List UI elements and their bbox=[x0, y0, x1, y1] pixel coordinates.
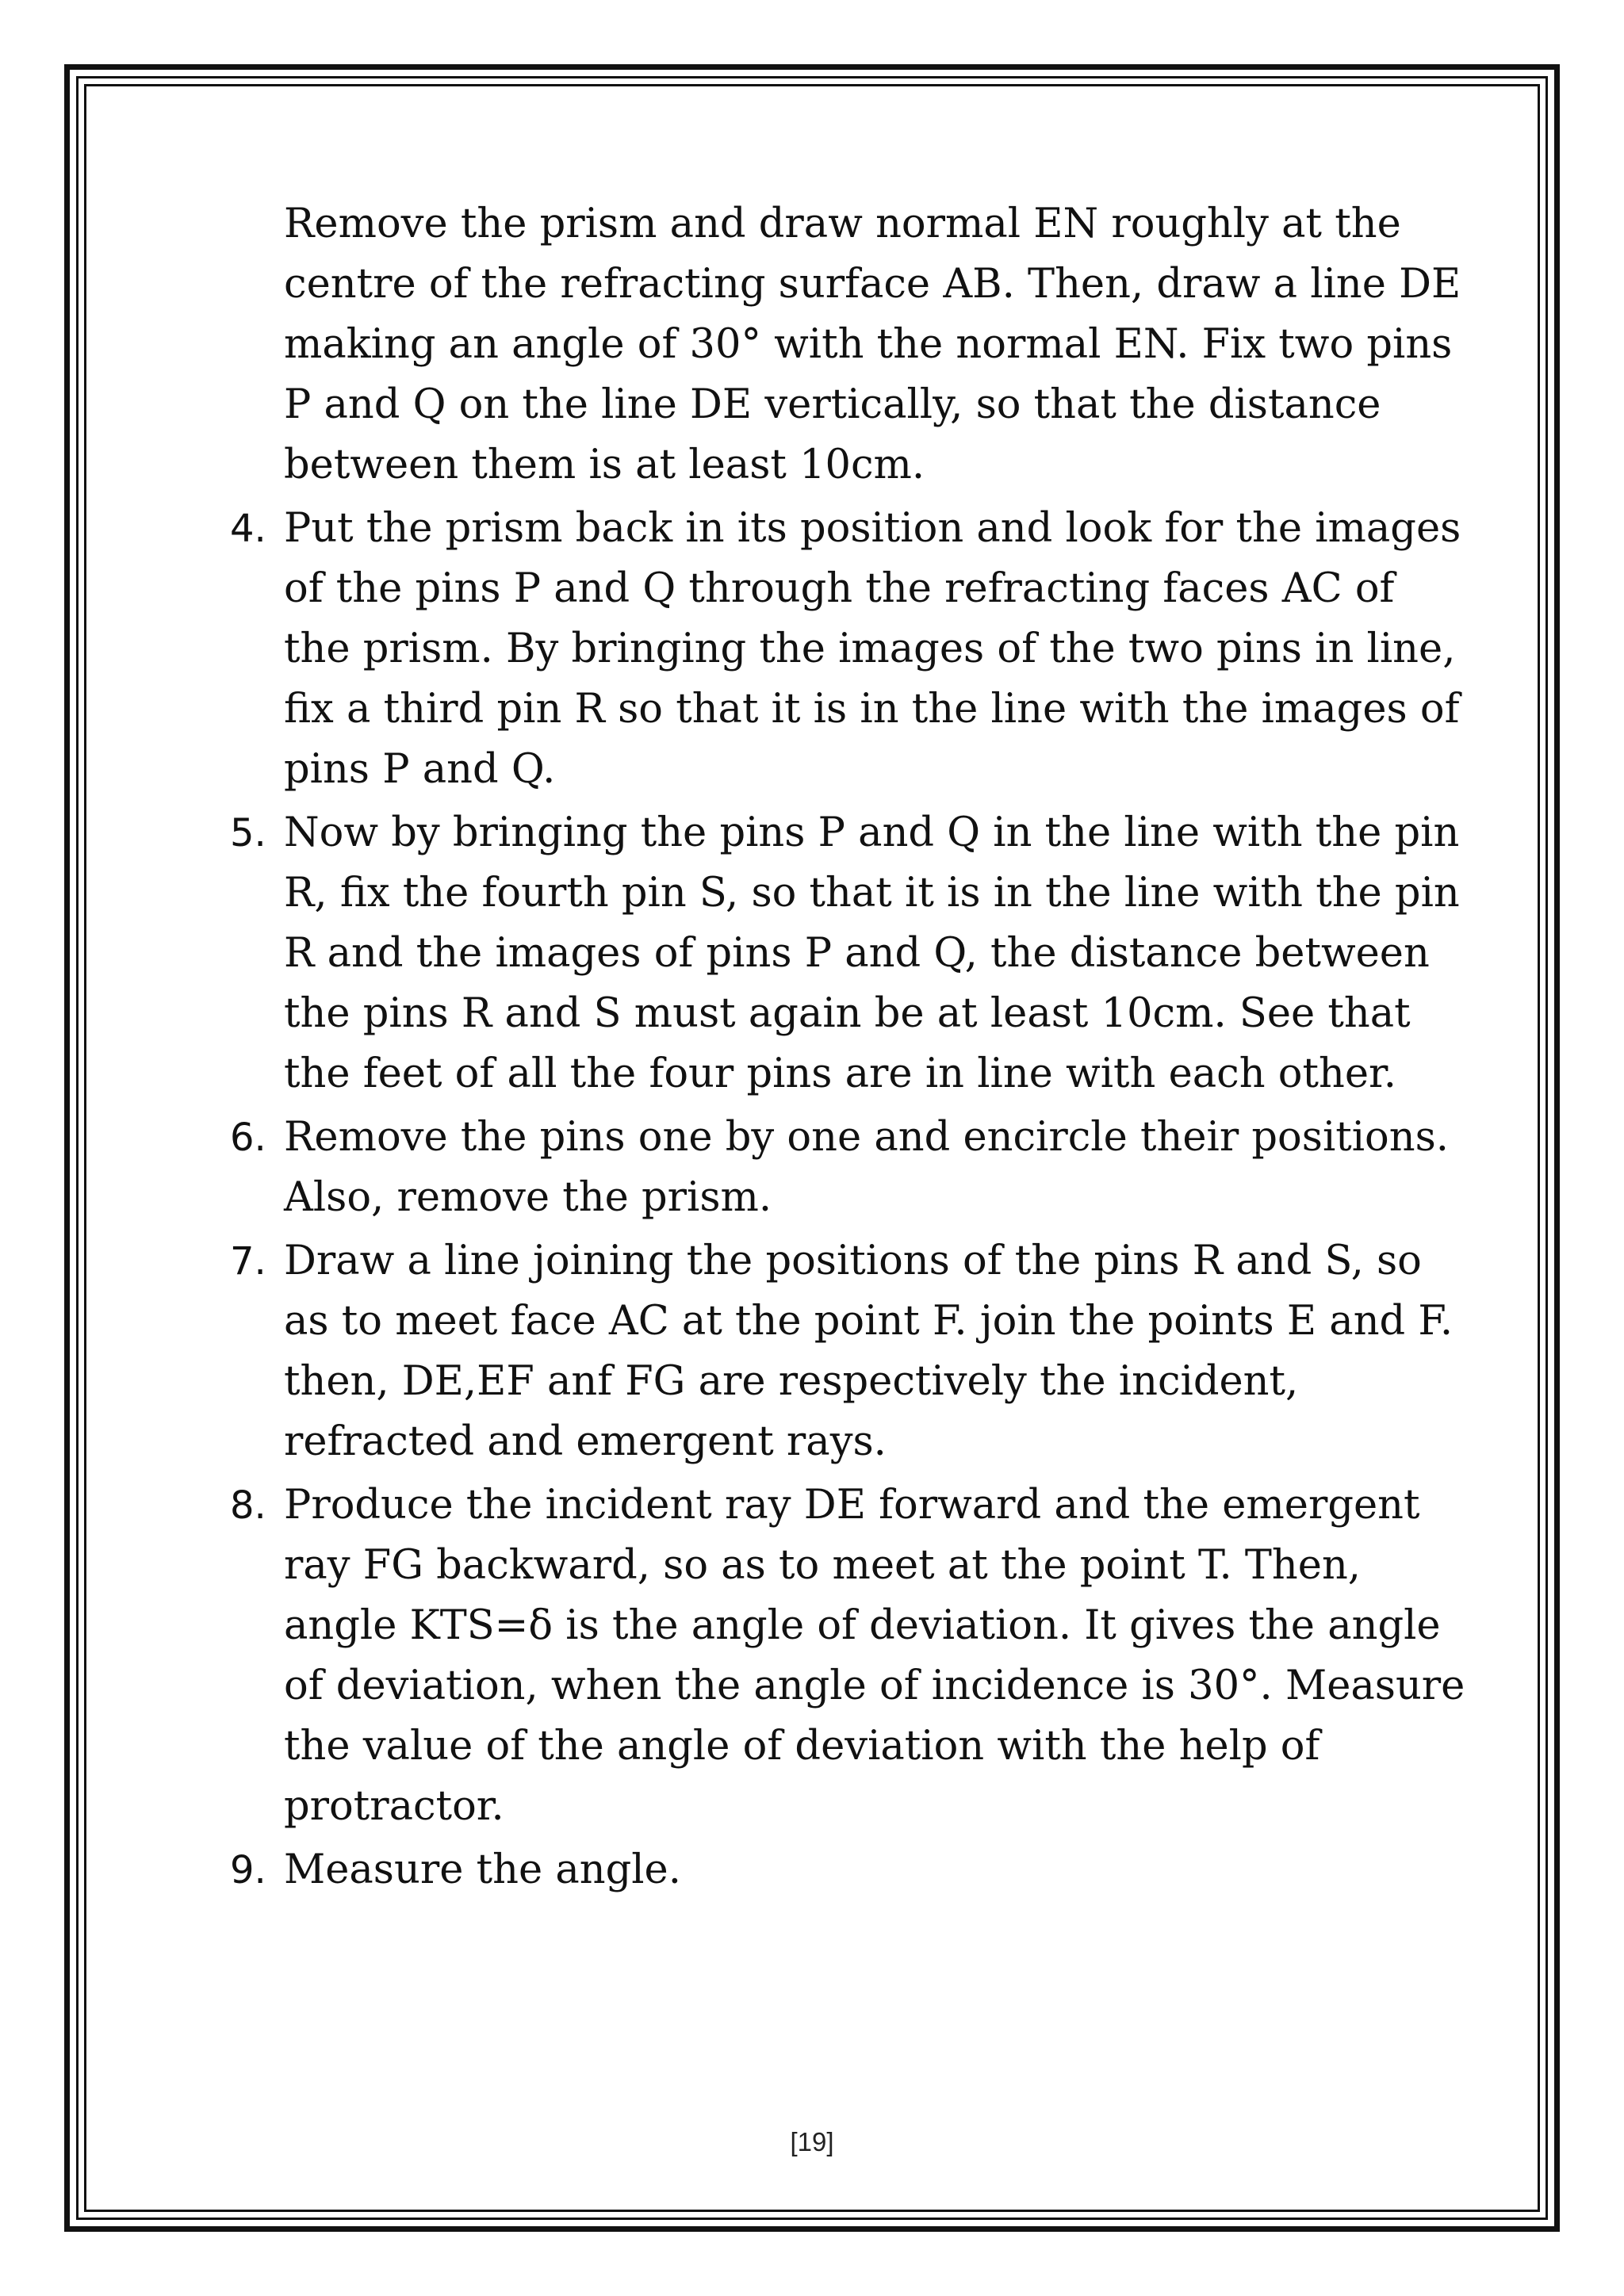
list-item-6 bbox=[230, 1108, 1467, 1228]
list-item-text: Draw a line joining the positions of the pins R and S, so as to meet face AC at the point F. join the points E and F. then, DE,EF anf FG are respectively the incident, refracted and emergent rays. bbox=[284, 1238, 1454, 1465]
list-item-number: 8. bbox=[230, 1483, 266, 1528]
list-item-9 bbox=[230, 1840, 1467, 1900]
list-item-text: Put the prism back in its position and look for the images of the pins P and Q through the refracting faces AC of the prism. By bringing the images of the two pins in line, fix a third pin R so that it is in the line with the images of pins P and Q. bbox=[284, 505, 1461, 793]
list-item-text: Now by bringing the pins P and Q in the line with the pin R, fix the fourth pin S, so that it is in the line with the pin R and the images of pins P and Q, the distance between the pins R and S must again be at least 10cm. See that the feet of all the four pins are in line with each other. bbox=[284, 809, 1460, 1097]
list-item-number: 6. bbox=[230, 1115, 266, 1160]
list-item-4 bbox=[230, 499, 1467, 800]
list-item-number: 7. bbox=[230, 1239, 266, 1284]
list-item-text: Measure the angle. bbox=[284, 1846, 681, 1893]
list-item-number: 4. bbox=[230, 507, 266, 551]
list-item-number: 9. bbox=[230, 1848, 266, 1892]
list-item-text: Produce the incident ray DE forward and the emergent ray FG backward, so as to meet at the point T. Then, angle KTS=δ is the angle of deviation. It gives the angle of deviation, when the angle of incidence is 30°. Measure the value of the angle of deviation with the help of protractor. bbox=[284, 1482, 1465, 1830]
intro-paragraph: Remove the prism and draw normal EN roughly at the centre of the refracting surface AB. Then, draw a line DE making an angle of 30° with the normal EN. Fix two pins P and Q on the line DE vertically, so that the distance between them is at least 10cm. bbox=[284, 201, 1461, 488]
list-item-7 bbox=[230, 1231, 1467, 1472]
list-item-text: Remove the pins one by one and encircle their positions. Also, remove the prism. bbox=[284, 1114, 1449, 1221]
list-item-5 bbox=[230, 803, 1467, 1104]
list-item-number: 5. bbox=[230, 811, 266, 855]
list-item-8 bbox=[230, 1475, 1467, 1837]
document-body bbox=[230, 194, 1467, 1904]
page-number: [19] bbox=[790, 2127, 834, 2156]
